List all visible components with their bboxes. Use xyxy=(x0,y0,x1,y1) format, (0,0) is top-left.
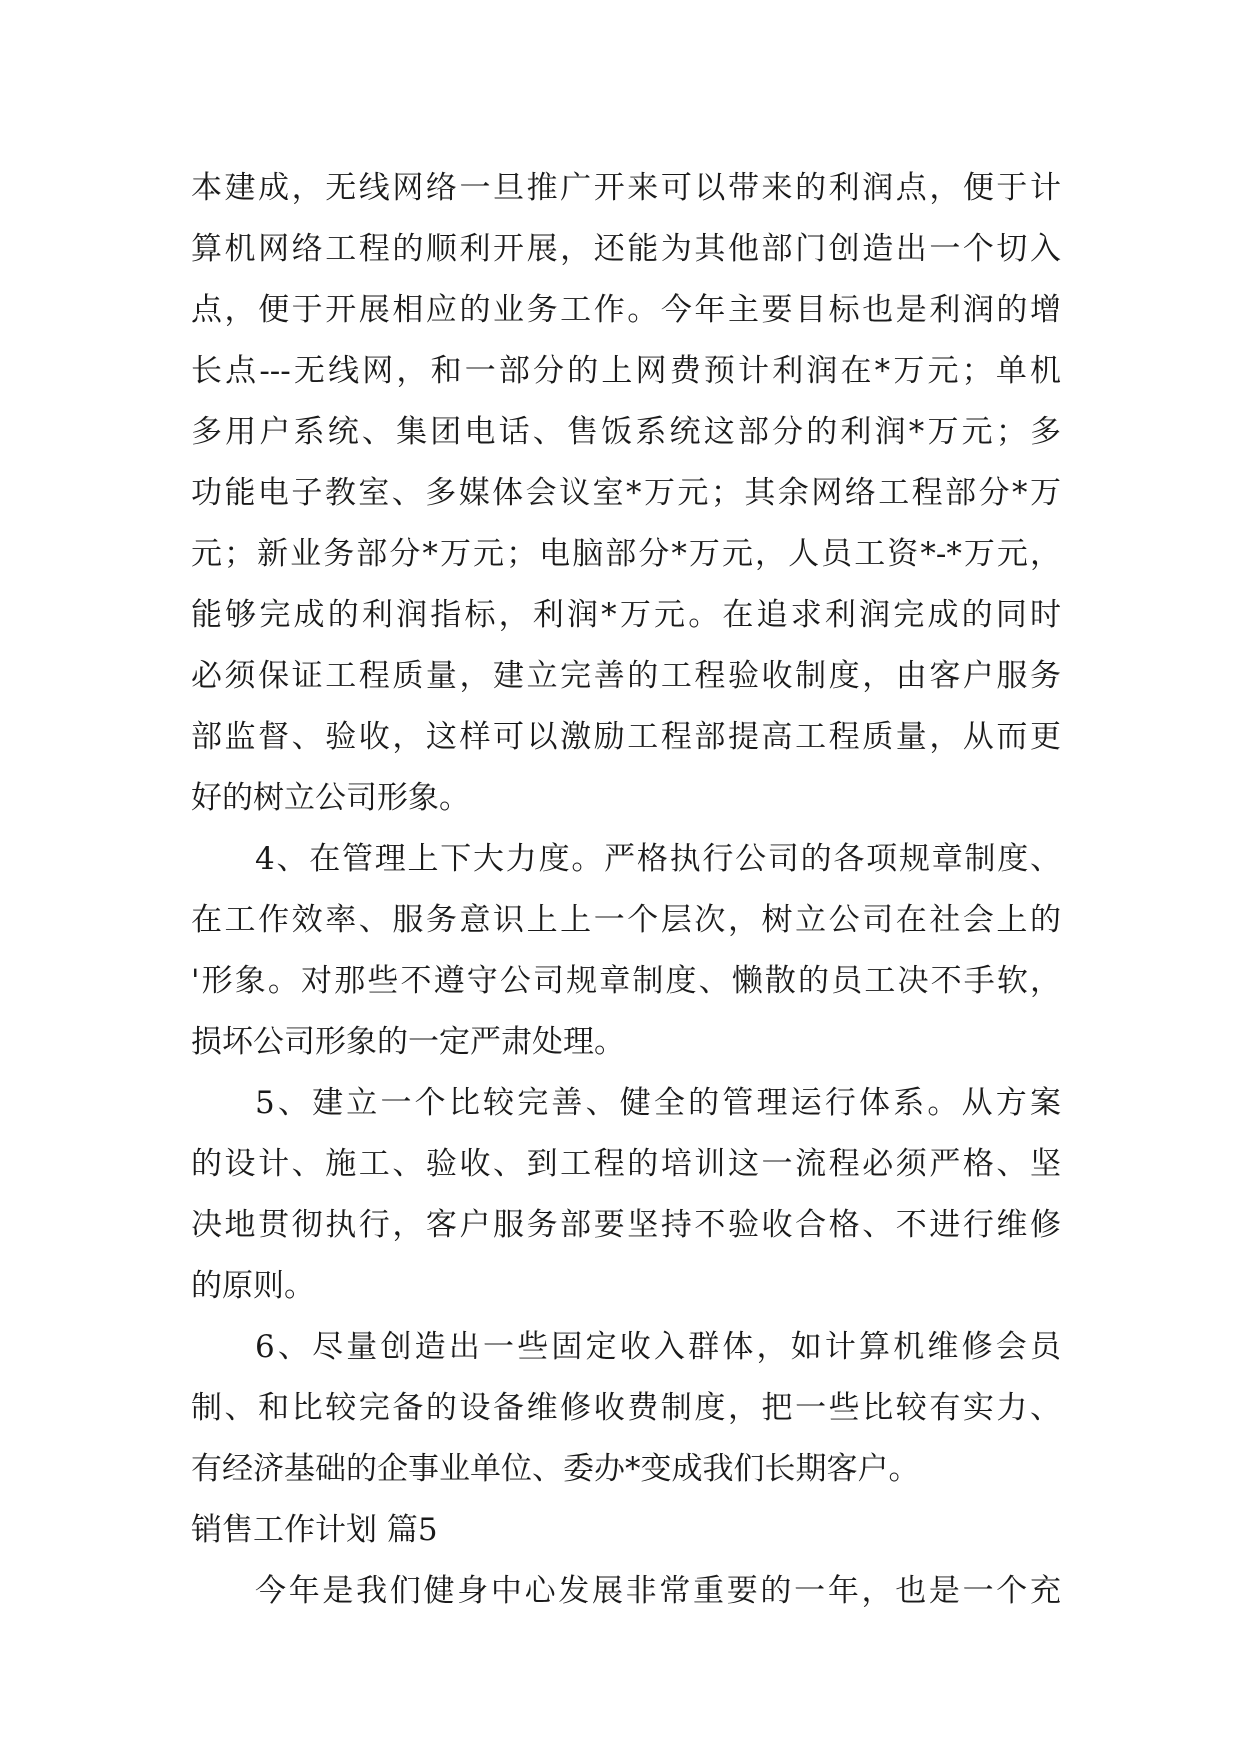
paragraph-section-5-intro xyxy=(191,1561,1061,1622)
paragraph-item-4 xyxy=(191,829,1061,1073)
text-line: 多用户系统、集团电话、售饭系统这部分的利润*万元；多 xyxy=(191,414,1061,450)
text-line: 在工作效率、服务意识上上一个层次，树立公司在社会上的 xyxy=(191,902,1061,938)
text-line: 元；新业务部分*万元；电脑部分*万元，人员工资*-*万元， xyxy=(191,536,1061,572)
text-line: 的原则。 xyxy=(191,1268,315,1304)
text-line: 能够完成的利润指标，利润*万元。在追求利润完成的同时 xyxy=(191,597,1061,633)
text-line: 5、建立一个比较完善、健全的管理运行体系。从方案 xyxy=(255,1085,1061,1121)
text-line: '形象。对那些不遵守公司规章制度、懒散的员工决不手软， xyxy=(191,963,1061,999)
text-line: 损坏公司形象的一定严肃处理。 xyxy=(191,1024,625,1060)
text-line: 功能电子教室、多媒体会议室*万元；其余网络工程部分*万 xyxy=(191,475,1061,511)
paragraph-item-6 xyxy=(191,1317,1061,1500)
text-line: 4、在管理上下大力度。严格执行公司的各项规章制度、 xyxy=(255,841,1061,877)
paragraph-item-5 xyxy=(191,1073,1061,1317)
text-line: 算机网络工程的顺利开展，还能为其他部门创造出一个切入 xyxy=(191,231,1061,267)
text-line: 6、尽量创造出一些固定收入群体，如计算机维修会员 xyxy=(255,1329,1061,1365)
text-line: 本建成，无线网络一旦推广开来可以带来的利润点，便于计 xyxy=(191,170,1061,206)
text-line: 部监督、验收，这样可以激励工程部提高工程质量，从而更 xyxy=(191,719,1061,755)
text-line: 制、和比较完备的设备维修收费制度，把一些比较有实力、 xyxy=(191,1390,1061,1426)
text-line: 的设计、施工、验收、到工程的培训这一流程必须严格、坚 xyxy=(191,1146,1061,1182)
text-line: 长点---无线网，和一部分的上网费预计利润在*万元；单机 xyxy=(191,353,1061,389)
document-body xyxy=(191,158,1061,1622)
text-line: 有经济基础的企事业单位、委办*变成我们长期客户。 xyxy=(191,1451,920,1487)
text-line: 必须保证工程质量，建立完善的工程验收制度，由客户服务 xyxy=(191,658,1061,694)
paragraph-profit-goals xyxy=(191,158,1061,829)
section-heading: 销售工作计划 篇5 xyxy=(191,1512,438,1548)
text-line: 点，便于开展相应的业务工作。今年主要目标也是利润的增 xyxy=(191,292,1061,328)
text-line: 今年是我们健身中心发展非常重要的一年，也是一个充 xyxy=(255,1573,1061,1609)
text-line: 好的树立公司形象。 xyxy=(191,780,470,816)
text-line: 决地贯彻执行，客户服务部要坚持不验收合格、不进行维修 xyxy=(191,1207,1061,1243)
